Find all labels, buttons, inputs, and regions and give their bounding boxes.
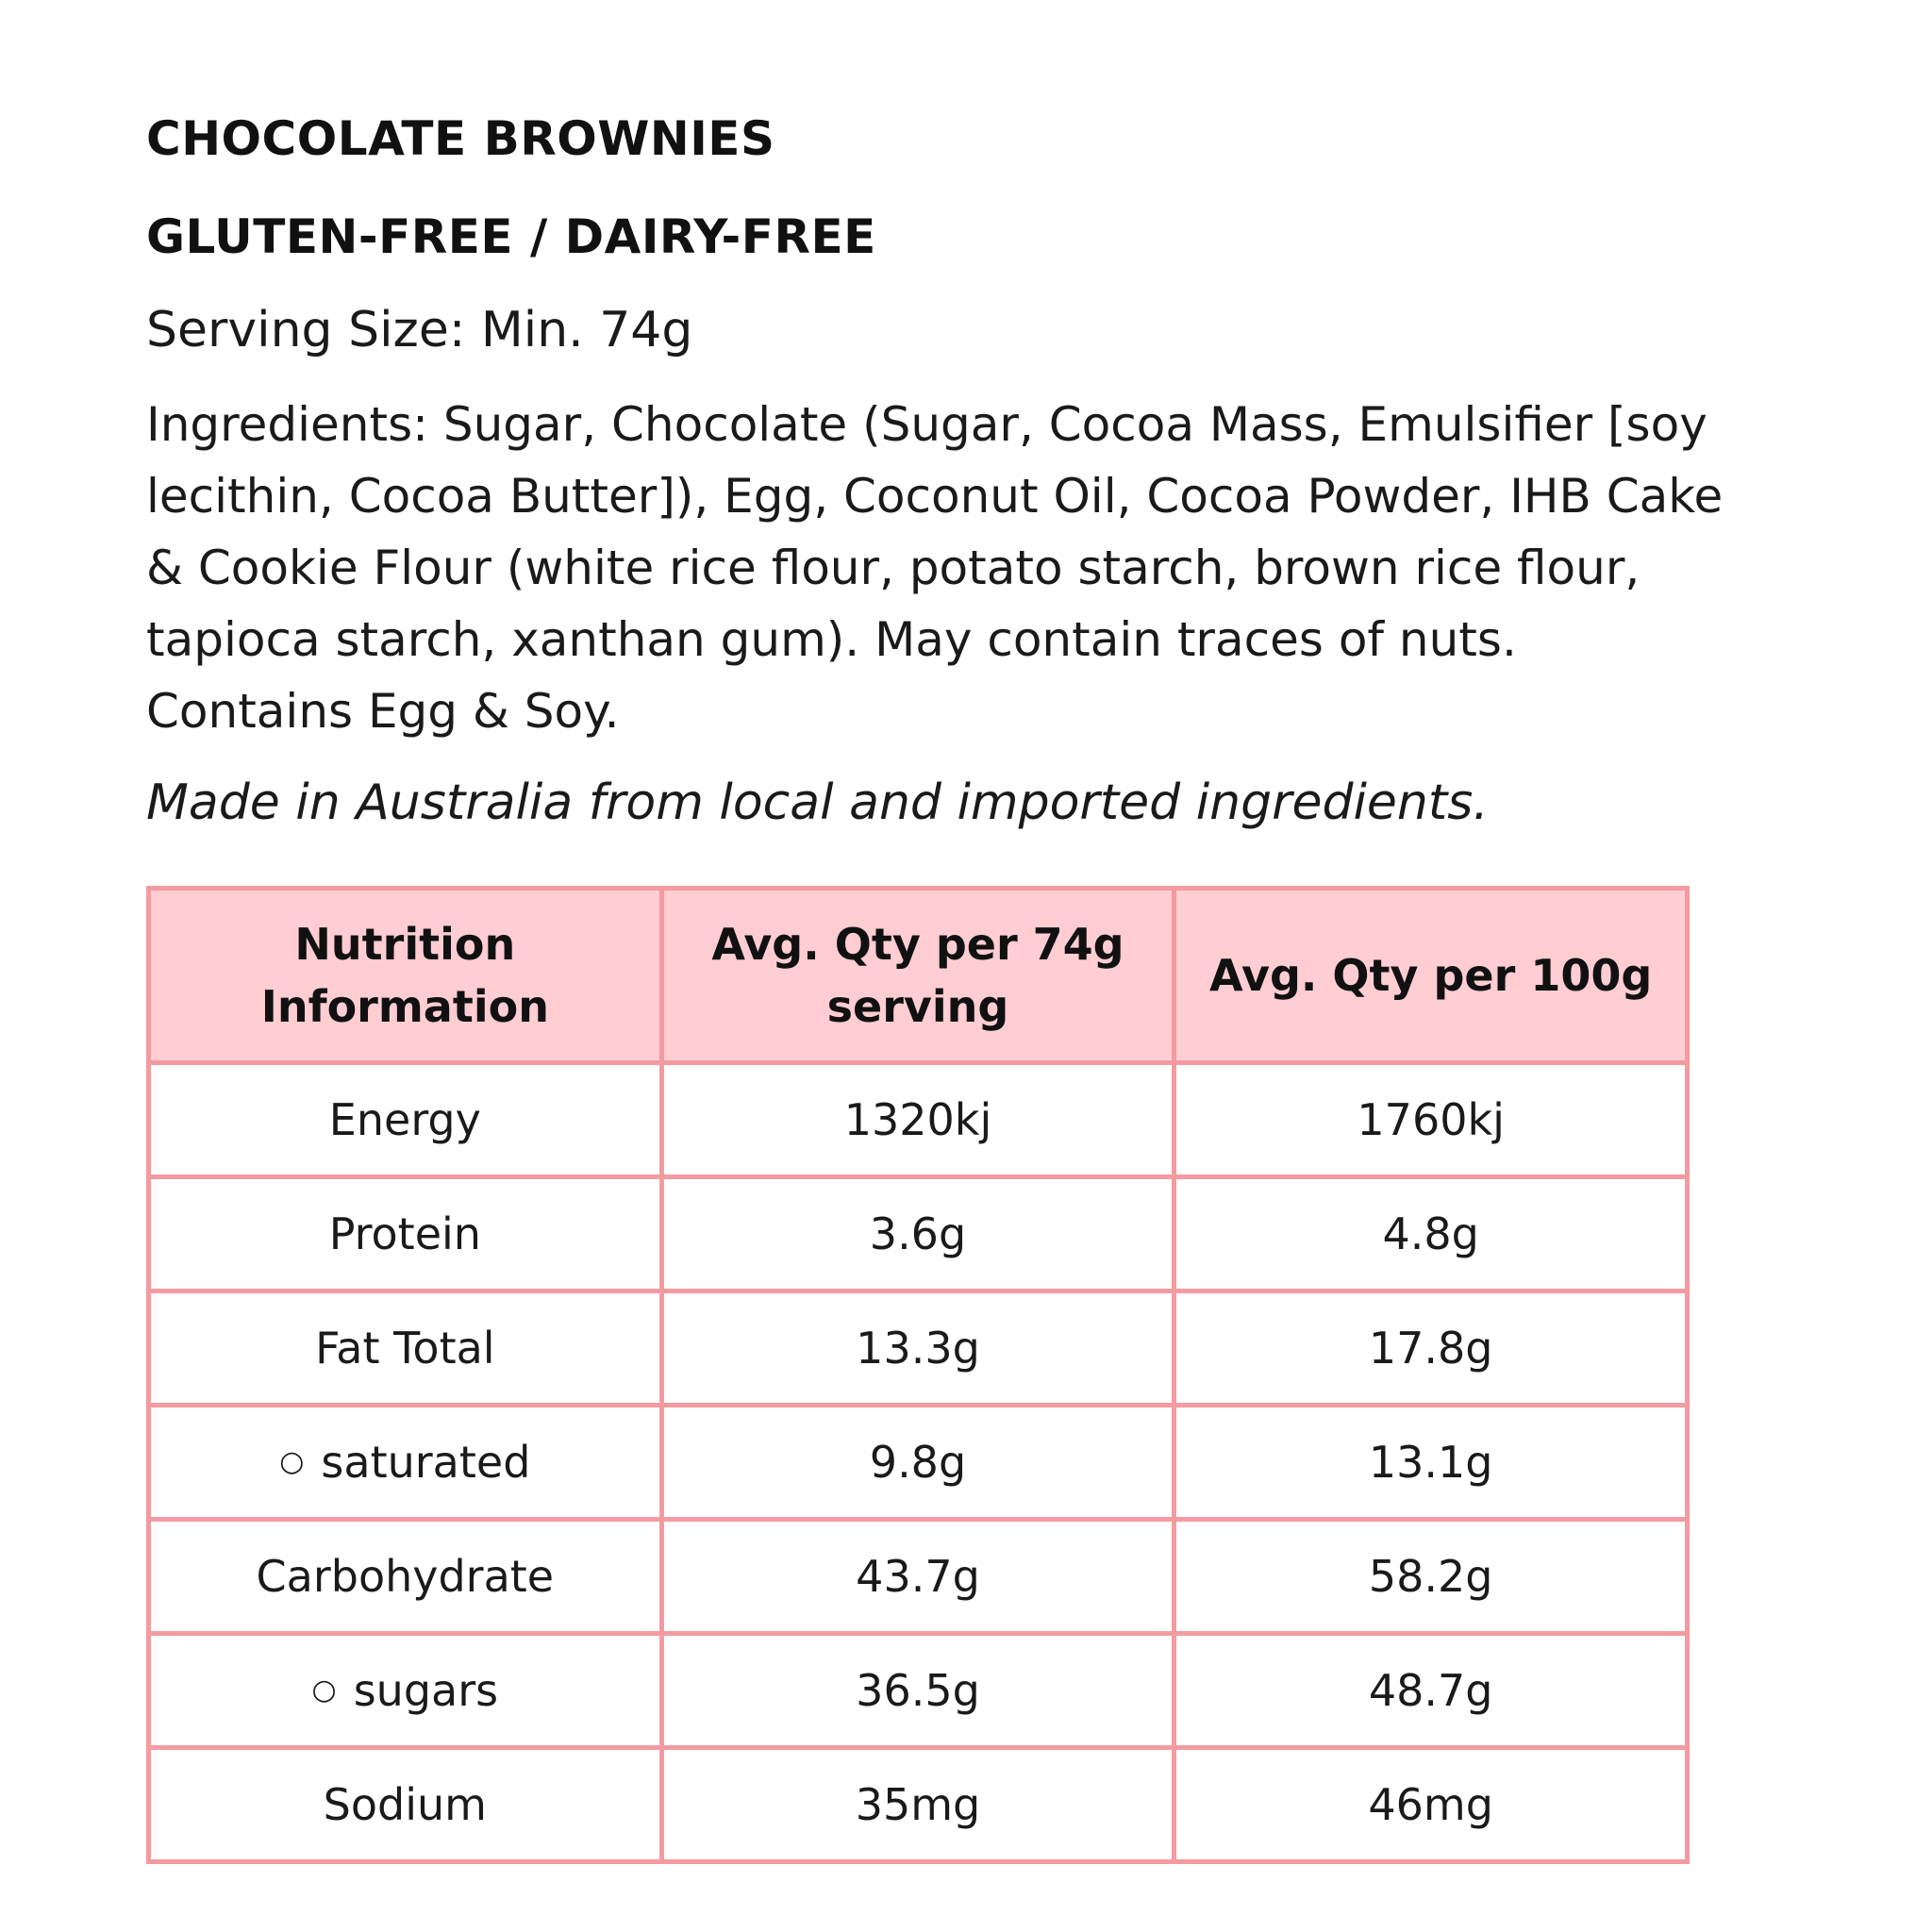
nutrient-per-100g: 1760kj <box>1174 1063 1688 1177</box>
header-per-100g: Avg. Qty per 100g <box>1174 889 1688 1063</box>
table-row <box>149 1177 1688 1291</box>
nutrient-name-sub <box>149 1634 662 1748</box>
nutrient-name: Sodium <box>149 1748 662 1862</box>
serving-size: Serving Size: Min. 74g <box>146 302 693 358</box>
product-info <box>146 106 1731 879</box>
nutrient-per-serving: 43.7g <box>661 1520 1174 1634</box>
nutrition-table <box>146 886 1690 1864</box>
product-subtitle: GLUTEN-FREE / DAIRY-FREE <box>146 209 876 264</box>
origin-statement: Made in Australia from local and imported ingredients. <box>146 774 1489 831</box>
table-row <box>149 1520 1688 1634</box>
table-header-row <box>149 889 1688 1063</box>
header-per-serving: Avg. Qty per 74g serving <box>661 889 1174 1063</box>
nutrient-name: Carbohydrate <box>149 1520 662 1634</box>
nutrient-sub-label: sugars <box>353 1665 499 1716</box>
nutrient-per-100g: 13.1g <box>1174 1406 1688 1520</box>
header-nutrition-information: Nutrition Information <box>149 889 662 1063</box>
nutrient-name: Energy <box>149 1063 662 1177</box>
table-row <box>149 1634 1688 1748</box>
nutrient-per-100g: 58.2g <box>1174 1520 1688 1634</box>
nutrient-per-100g: 4.8g <box>1174 1177 1688 1291</box>
nutrient-per-serving: 36.5g <box>661 1634 1174 1748</box>
nutrient-per-100g: 48.7g <box>1174 1634 1688 1748</box>
nutrient-per-serving: 1320kj <box>661 1063 1174 1177</box>
circle-bullet-icon: ○ <box>279 1445 305 1478</box>
nutrient-sub-label: saturated <box>321 1437 531 1488</box>
nutrient-per-serving: 9.8g <box>661 1406 1174 1520</box>
nutrient-per-100g: 17.8g <box>1174 1291 1688 1406</box>
nutrient-per-100g: 46mg <box>1174 1748 1688 1862</box>
product-title: CHOCOLATE BROWNIES <box>146 111 775 166</box>
nutrient-name-sub <box>149 1406 662 1520</box>
ingredients-text: Ingredients: Sugar, Chocolate (Sugar, Cocoa Mass, Emulsifier [soy lecithin, Cocoa Butter]), Egg, Coconut Oil, Cocoa Powder, IHB Cake & Cookie Flour (white rice flour, potato starch, brown rice flour, tapioca starch, xanthan gum). May contain traces of nuts. Contains Egg & Soy. <box>146 397 1724 739</box>
nutrient-per-serving: 35mg <box>661 1748 1174 1862</box>
nutrient-name: Fat Total <box>149 1291 662 1406</box>
table-row <box>149 1406 1688 1520</box>
nutrient-per-serving: 3.6g <box>661 1177 1174 1291</box>
table-row <box>149 1748 1688 1862</box>
nutrient-name: Protein <box>149 1177 662 1291</box>
circle-bullet-icon: ○ <box>311 1674 337 1707</box>
table-row <box>149 1291 1688 1406</box>
table-row <box>149 1063 1688 1177</box>
nutrient-per-serving: 13.3g <box>661 1291 1174 1406</box>
